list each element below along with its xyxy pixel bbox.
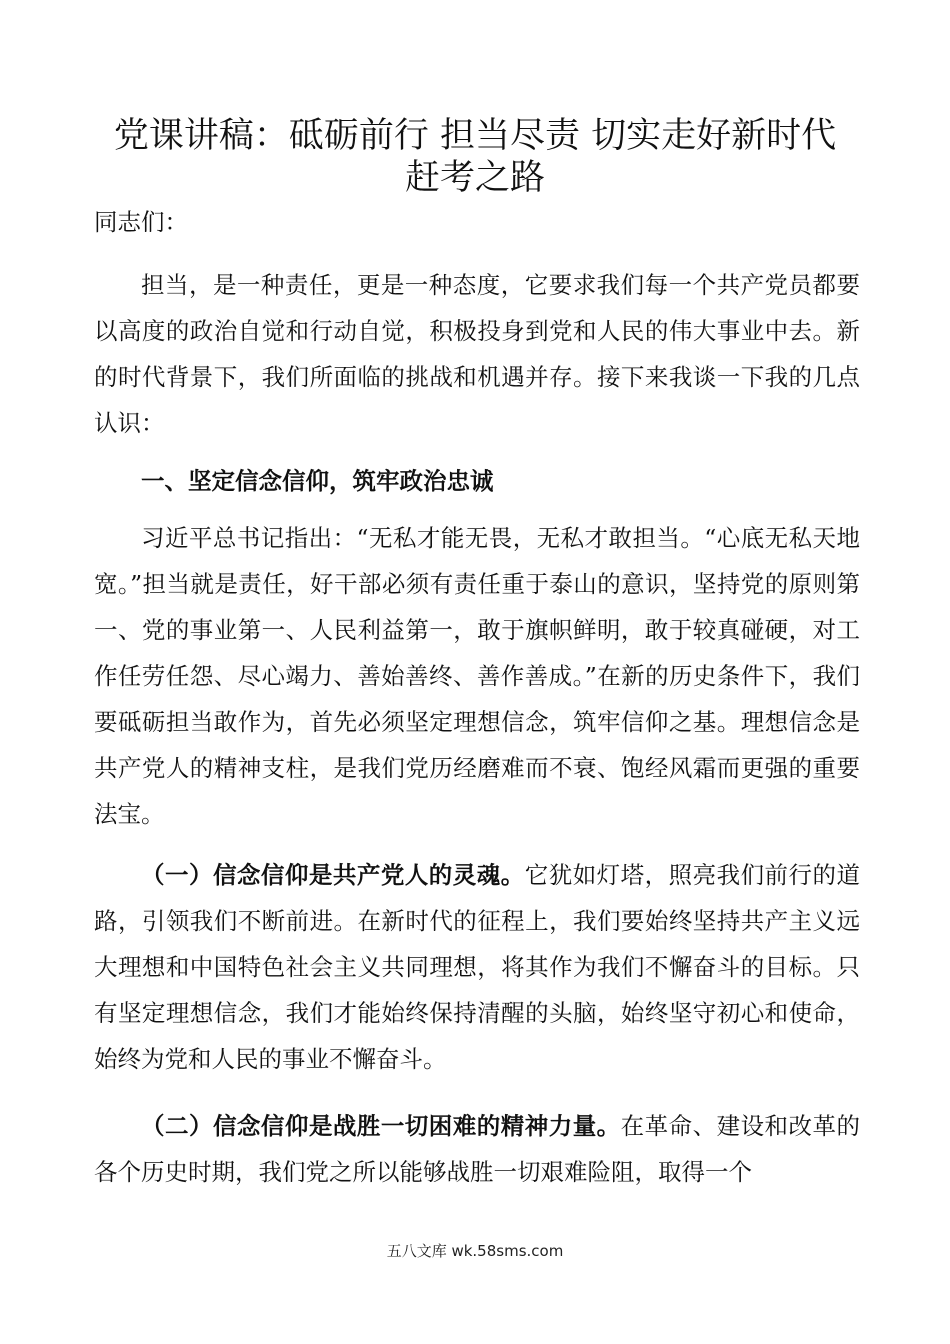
subsection-1-text: 它犹如灯塔，照亮我们前行的道路，引领我们不断前进。在新时代的征程上，我们要始终坚持共产主义远大理想和中国特色社会主义共同理想，将其作为我们不懈奋斗的目标。只有坚定理想信念，我们才能始终保持清醒的头脑，始终坚守初心和使命，始终为党和人民的事业不懈奋斗。	[94, 861, 861, 1073]
salutation: 同志们：	[94, 208, 188, 236]
intro-paragraph: 担当，是一种责任，更是一种态度，它要求我们每一个共产党员都要以高度的政治自觉和行动自觉，积极投身到党和人民的伟大事业中去。新的时代背景下，我们所面临的挑战和机遇并存。接下来我谈一下我的几点认识：	[94, 271, 860, 437]
subsection-2-heading: （二）信念信仰是战胜一切困难的精神力量。	[141, 1112, 621, 1140]
section-1-heading: 一、坚定信念信仰，筑牢政治忠诚	[141, 467, 494, 495]
document-title	[80, 115, 870, 199]
subsection-1-paragraph	[94, 852, 860, 1082]
subsection-2-paragraph	[94, 1103, 860, 1195]
title-line-1: 党课讲稿：砥砺前行 担当尽责 切实走好新时代	[113, 116, 837, 156]
subsection-1-heading: （一）信念信仰是共产党人的灵魂。	[141, 861, 525, 889]
section-1-paragraph: 习近平总书记指出：“无私才能无畏，无私才敢担当。“心底无私天地宽。”担当就是责任，好干部必须有责任重于泰山的意识，坚持党的原则第一、党的事业第一、人民利益第一，敢于旗帜鲜明，敢于较真碰硬，对工作任劳任怨、尽心竭力、善始善终、善作善成。”在新的历史条件下，我们要砥砺担当敢作为，首先必须坚定理想信念，筑牢信仰之基。理想信念是共产党人的精神支柱，是我们党历经磨难而不衰、饱经风霜而更强的重要法宝。	[94, 524, 860, 828]
subsection-2-text: 在革命、建设和改革的各个历史时期，我们党之所以能够战胜一切艰难险阻，取得一个	[94, 1112, 861, 1186]
footer-watermark: 五八文库 wk.58sms.com	[386, 1242, 564, 1260]
title-line-2: 赶考之路	[404, 158, 545, 198]
